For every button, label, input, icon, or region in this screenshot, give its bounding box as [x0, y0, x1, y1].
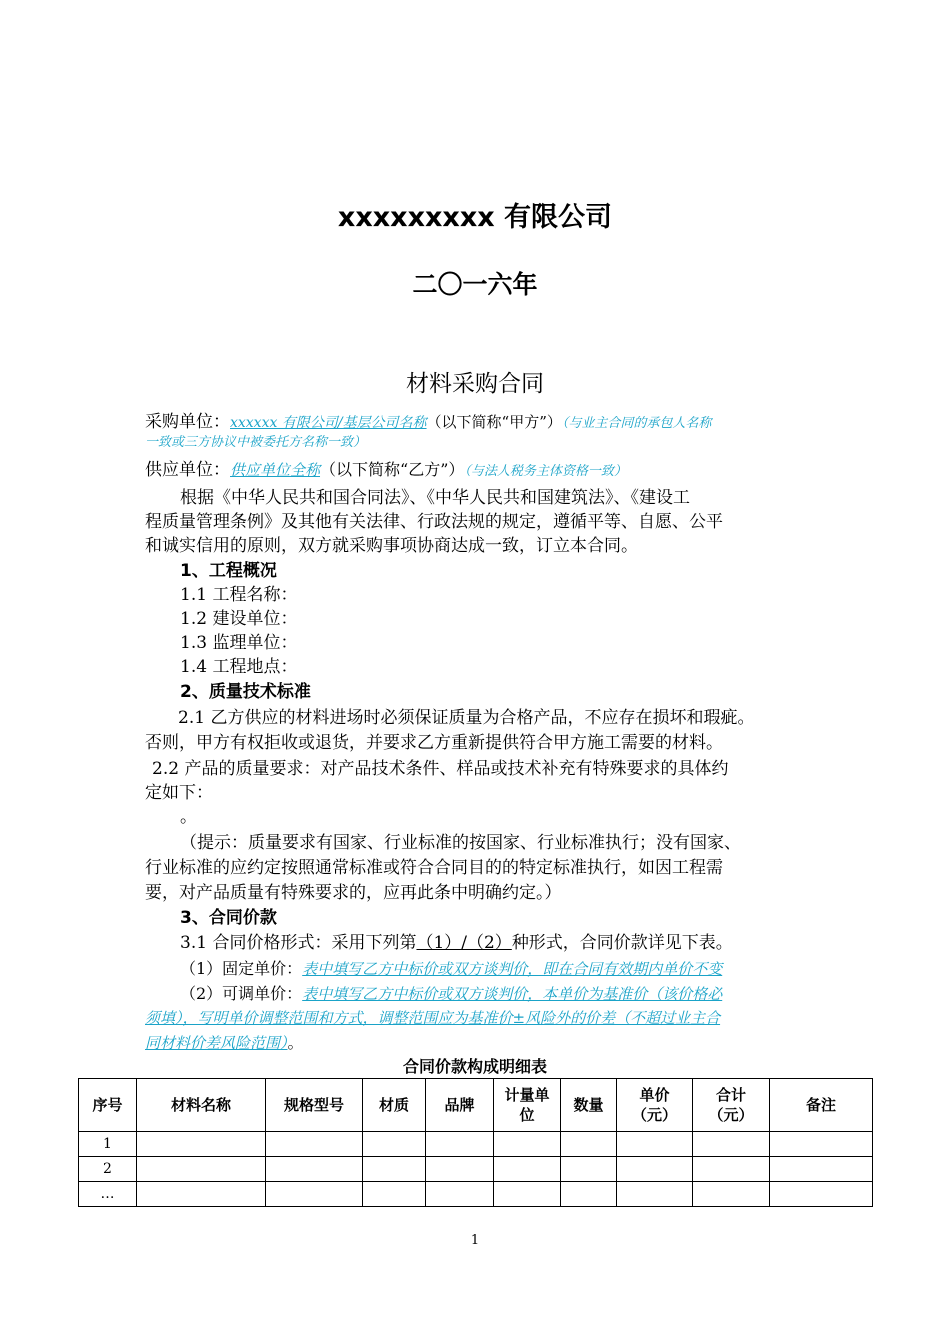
table-row: [79, 1182, 873, 1207]
adjustable-price-note-cont-2: 同材料价差风险范围）: [145, 1034, 288, 1052]
table-header-cell: [137, 1079, 266, 1132]
table-header-cell: [79, 1079, 137, 1132]
section2-p1-line-2: 否则，甲方有权拒收或退货，并要求乙方重新提供符合甲方施工需要的材料。: [145, 733, 723, 753]
table-header-text: （元）: [708, 1106, 754, 1124]
table-cell[interactable]: [363, 1132, 426, 1157]
table-cell[interactable]: [770, 1157, 873, 1182]
table-cell[interactable]: [266, 1132, 363, 1157]
section2-p2-line-3: 。: [180, 807, 197, 827]
table-header-text: 品牌: [444, 1096, 475, 1114]
table-header-cell: [266, 1079, 363, 1132]
table-cell[interactable]: [494, 1157, 561, 1182]
table-cell[interactable]: [693, 1182, 770, 1207]
table-cell[interactable]: [137, 1132, 266, 1157]
table-header-text: 备注: [805, 1096, 836, 1114]
supplier-suffix: （以下简称“乙方”）: [320, 460, 465, 479]
row-index-cell: 1: [79, 1132, 137, 1157]
row-index-cell: …: [79, 1182, 137, 1207]
table-cell[interactable]: [426, 1157, 494, 1182]
section1-item-4: 1.4 工程地点：: [180, 657, 298, 677]
table-header-text: 合计: [715, 1086, 746, 1104]
section2-tip-line-3: 要，对产品质量有特殊要求的，应再此条中明确约定。）: [145, 883, 562, 903]
section1-heading: 1、工程概况: [180, 561, 277, 581]
buyer-label: 采购单位：: [145, 412, 230, 432]
buyer-note: （与业主合同的承包人名称: [561, 416, 712, 431]
section1-item-3: 1.3 监理单位：: [180, 633, 298, 653]
section3-p1-suffix: 种形式，合同价款详见下表。: [511, 933, 733, 953]
company-title: xxxxxxxxx 有限公司: [337, 202, 613, 233]
table-header-cell: [693, 1079, 770, 1132]
table-cell[interactable]: [770, 1132, 873, 1157]
table-header-text: （元）: [631, 1106, 677, 1124]
table-cell[interactable]: [617, 1182, 693, 1207]
table-header-text: 单价: [639, 1086, 670, 1104]
fixed-price-label: （1）固定单价：: [180, 959, 303, 978]
table-cell[interactable]: [137, 1182, 266, 1207]
section3-heading: 3、合同价款: [180, 908, 277, 928]
section3-adjustable: [180, 982, 722, 1006]
table-row: [79, 1132, 873, 1157]
table-cell[interactable]: [426, 1132, 494, 1157]
adjustable-price-note: 表中填写乙方中标价或双方谈判价，本单价为基准价（该价格必: [302, 985, 723, 1003]
table-cell[interactable]: [363, 1182, 426, 1207]
table-header-text: 计量单: [504, 1086, 550, 1104]
intro-line-2: 程质量管理条例》及其他有关法律、行政法规的规定，遵循平等、自愿、公平: [145, 512, 723, 532]
table-header-cell: [561, 1079, 617, 1132]
table-cell[interactable]: [561, 1182, 617, 1207]
table-header-cell: [770, 1079, 873, 1132]
section2-heading: 2、质量技术标准: [180, 682, 311, 702]
supplier-label: 供应单位：: [145, 460, 230, 480]
section3-p1-choice: （1）/（2）: [416, 933, 512, 953]
table-cell[interactable]: [494, 1132, 561, 1157]
table-cell[interactable]: [693, 1157, 770, 1182]
buyer-suffix: （以下简称“甲方”）: [426, 413, 562, 431]
intro-line-3: 和诚实信用的原则，双方就采购事项协商达成一致，订立本合同。: [145, 536, 638, 556]
table-header-text: 序号: [92, 1096, 123, 1114]
table-cell[interactable]: [617, 1132, 693, 1157]
table-cell[interactable]: [266, 1157, 363, 1182]
table-header-text: 位: [519, 1106, 535, 1124]
table-cell[interactable]: [137, 1157, 266, 1182]
table-header-text: 材质: [378, 1096, 409, 1114]
adjustable-price-label: （2）可调单价：: [180, 984, 303, 1003]
table-header-cell: [494, 1079, 561, 1132]
table-header-row: [79, 1079, 873, 1132]
row-index-cell: 2: [79, 1157, 137, 1182]
section2-p2-line-1: 2.2 产品的质量要求：对产品技术条件、样品或技术补充有特殊要求的具体约: [152, 759, 729, 779]
table-cell[interactable]: [693, 1132, 770, 1157]
table-header-cell: [426, 1079, 494, 1132]
section1-item-2: 1.2 建设单位：: [180, 609, 298, 629]
table-caption: 合同价款构成明细表: [402, 1057, 547, 1076]
table-header-cell: [363, 1079, 426, 1132]
section1-item-1: 1.1 工程名称：: [180, 585, 298, 605]
adjustable-price-note-cont-1: 须填），写明单价调整范围和方式，调整范围应为基准价±风险外的价差（不超过业主合: [145, 1009, 721, 1027]
table-cell[interactable]: [266, 1182, 363, 1207]
section2-tip-line-1: （提示：质量要求有国家、行业标准的按国家、行业标准执行；没有国家、: [180, 833, 741, 853]
adjustable-price-note-line-3: [145, 1031, 304, 1055]
contract-title: 材料采购合同: [406, 371, 544, 397]
table-cell[interactable]: [617, 1157, 693, 1182]
table-header-cell: [617, 1079, 693, 1132]
section2-p1-line-1: 2.1 乙方供应的材料进场时必须保证质量为合格产品，不应存在损坏和瑕疵。: [178, 708, 755, 728]
table-row: [79, 1157, 873, 1182]
supplier-note: （与法人税务主体资格一致）: [464, 464, 627, 479]
table-cell[interactable]: [561, 1132, 617, 1157]
adjustable-price-end: 。: [287, 1033, 304, 1052]
supplier-value: 供应单位全称: [230, 461, 321, 479]
table-cell[interactable]: [561, 1157, 617, 1182]
section2-p2-line-2: 定如下：: [145, 783, 213, 803]
section3-p1: [180, 932, 733, 954]
table-header-text: 数量: [573, 1096, 604, 1114]
table-cell[interactable]: [363, 1157, 426, 1182]
buyer-value: xxxxxx 有限公司/基层公司名称: [230, 415, 427, 431]
intro-line-1: 根据《中华人民共和国合同法》、《中华人民共和国建筑法》、《建设工: [180, 488, 690, 508]
year-title: 二〇一六年: [412, 270, 538, 299]
price-detail-table: [78, 1078, 873, 1207]
supplier-line: [145, 458, 627, 484]
page-number: 1: [470, 1233, 480, 1248]
table-header-text: 规格型号: [283, 1096, 344, 1114]
fixed-price-note: 表中填写乙方中标价或双方谈判价，即在合同有效期内单价不变: [302, 960, 723, 978]
section3-fixed: [180, 957, 722, 981]
buyer-note-cont: 一致或三方协议中被委托方名称一致）: [145, 435, 367, 450]
table-header-text: 材料名称: [170, 1096, 231, 1114]
table-cell[interactable]: [426, 1182, 494, 1207]
table-cell[interactable]: [770, 1182, 873, 1207]
section2-tip-line-2: 行业标准的应约定按照通常标准或符合合同目的的特定标准执行，如因工程需: [145, 858, 723, 878]
table-cell[interactable]: [494, 1182, 561, 1207]
section3-p1-prefix: 3.1 合同价格形式：采用下列第: [180, 933, 417, 953]
